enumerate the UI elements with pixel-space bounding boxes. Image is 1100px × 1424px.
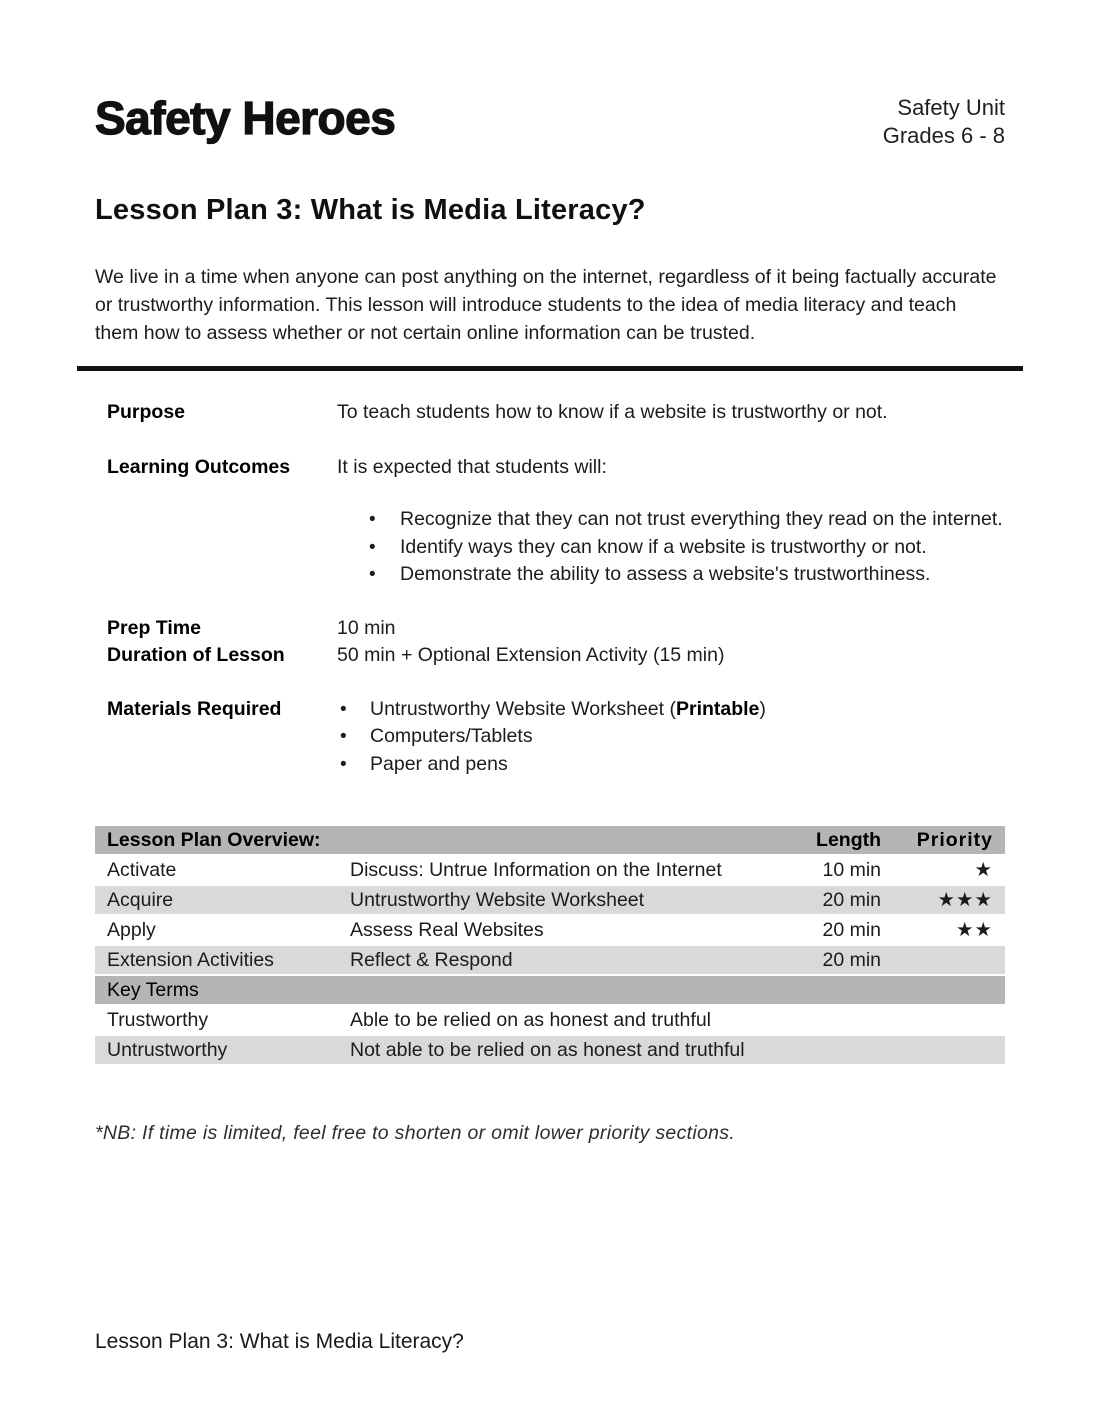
phase-cell: Acquire [107,889,174,911]
unit-label: Safety Unit [897,95,1005,120]
outcome-item: • Identify ways they can know if a website is trustworthy or not. [337,534,1005,562]
lesson-details [95,399,1005,778]
table-row [95,915,1005,945]
materials-item-suffix: ) [759,697,766,720]
duration-value: 50 min + Optional Extension Activity (15 min) [337,643,725,666]
priority-stars: ★★ [956,919,993,941]
table-title: Lesson Plan Overview: [107,829,321,851]
priority-stars: ★ [974,859,993,881]
nb-note: *NB: If time is limited, feel free to shorten or omit lower priority sections. [95,1122,736,1144]
materials-item-text: Paper and pens [370,752,508,775]
outcomes-list [337,506,1005,589]
phase-cell: Activate [107,859,177,881]
table-header-row [95,826,1005,855]
grades-label: Grades 6 - 8 [882,123,1005,148]
key-terms-label: Key Terms [107,979,199,1001]
phase-cell: Extension Activities [107,949,274,971]
page-title: Lesson Plan 3: What is Media Literacy? [95,194,646,226]
definition-cell: Not able to be relied on as honest and truthful [350,1039,745,1061]
table-row [95,945,1005,975]
materials-row [107,696,1005,779]
materials-item [337,696,1005,724]
length-cell: 10 min [822,859,882,881]
length-column-header: Length [816,829,882,851]
table-row [95,855,1005,885]
table-row [95,885,1005,915]
materials-item [337,751,1005,779]
outcome-item: • Demonstrate the ability to assess a website's trustworthiness. [337,561,1005,589]
materials-item-text: Untrustworthy Website Worksheet ( [370,697,676,720]
materials-list [337,696,1005,779]
outcomes-value [337,454,1005,589]
divider-rule [77,366,1023,371]
footer-title: Lesson Plan 3: What is Media Literacy? [95,1330,464,1353]
prep-time-label: Prep Time [107,616,201,639]
priority-stars [893,945,1005,975]
outcomes-label: Learning Outcomes [107,456,291,478]
term-cell: Trustworthy [107,1009,209,1031]
activity-cell: Assess Real Websites [350,919,544,941]
duration-row [107,642,1005,669]
prep-time-value: 10 min [337,616,396,639]
materials-item [337,723,1005,751]
length-cell: 20 min [822,949,882,971]
definition-cell: Able to be relied on as honest and truthful [350,1009,711,1031]
purpose-value: To teach students how to know if a website is trustworthy or not. [337,401,888,423]
activity-cell: Untrustworthy Website Worksheet [350,889,645,911]
priority-column-header: Priority [916,829,993,851]
lesson-plan-overview-table [95,826,1005,1066]
materials-item-bold: Printable [675,697,760,720]
key-terms-header-row [95,975,1005,1005]
length-cell: 20 min [822,889,882,911]
outcome-item: • Recognize that they can not trust everything they read on the internet. [337,506,1005,534]
activity-cell: Reflect & Respond [350,949,513,971]
key-term-row [95,1035,1005,1065]
purpose-row [107,399,1005,426]
page-header [95,0,1005,150]
outcomes-intro: It is expected that students will: [337,456,607,478]
materials-item-text: Computers/Tablets [370,725,533,747]
priority-stars: ★★★ [937,889,993,911]
header-meta [883,92,1005,150]
prep-time-row [107,615,1005,642]
materials-value [337,696,1005,779]
brand-wordmark: Safety Heroes [95,92,396,144]
length-cell: 20 min [822,919,882,941]
term-cell: Untrustworthy [107,1039,228,1061]
key-term-row [95,1005,1005,1035]
intro-paragraph: We live in a time when anyone can post anything on the internet, regardless of it being factually accurate or trustworthy information. This lesson will introduce students to the idea of media literacy and teach them how to assess whether or not certain online information can be trusted. [95,266,997,344]
duration-label: Duration of Lesson [107,643,285,666]
purpose-label: Purpose [107,401,186,423]
activity-cell: Discuss: Untrue Information on the Internet [350,859,722,881]
phase-cell: Apply [107,919,156,941]
outcomes-row [107,454,1005,589]
materials-label: Materials Required [107,697,282,720]
